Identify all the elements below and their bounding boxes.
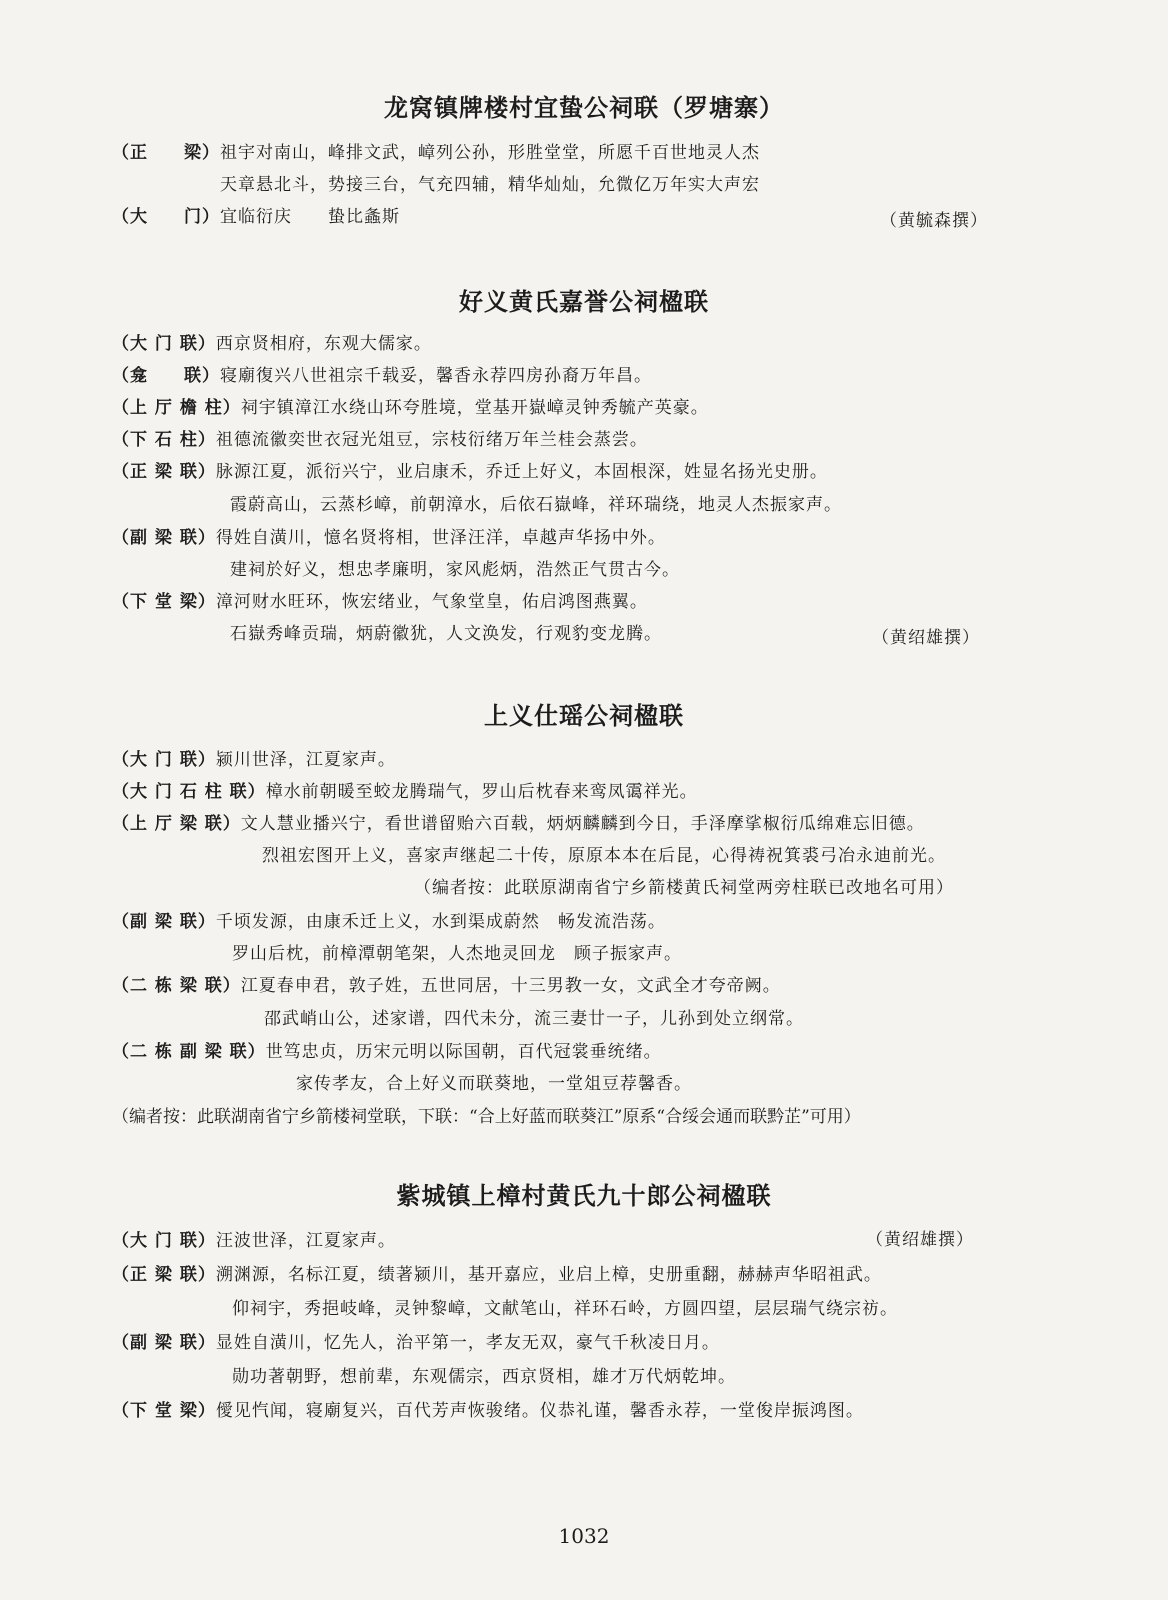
couplet-text: 樟水前朝暖至蛟龙腾瑞气，罗山后枕春来鸾凤霭祥光。 xyxy=(265,782,698,802)
couplet-line xyxy=(112,1332,720,1354)
couplet-label: （下 堂 梁） xyxy=(112,592,216,612)
couplet-line xyxy=(112,527,666,549)
couplet-line xyxy=(112,333,432,355)
page-number: 1032 xyxy=(558,1524,610,1548)
couplet-text: 家传孝友，合上好义而联葵地，一堂俎豆荐馨香。 xyxy=(296,1074,692,1094)
couplet-line xyxy=(230,494,842,516)
couplet-label: （大 门 联） xyxy=(112,750,216,770)
couplet-text: 脉源江夏，派衍兴宁，业启康禾，乔迁上好义，本固根深，姓显名扬光史册。 xyxy=(215,462,828,482)
couplet-line xyxy=(112,142,760,164)
editor-note xyxy=(414,877,954,899)
couplet-text: 石嶽秀峰贡瑞，炳蔚徽犹，人文涣发，行观豹变龙腾。 xyxy=(230,624,662,644)
couplet-line xyxy=(112,1400,864,1422)
couplet-label: （大 门 联） xyxy=(112,1231,216,1251)
couplet-text: 江夏春申君，敦子姓，五世同居，十三男教一女，文武全才夸帝阙。 xyxy=(240,976,781,996)
section-title: 龙窝镇牌楼村宜蛰公祠联（罗塘寨） xyxy=(384,94,784,122)
couplet-label: （大 门） xyxy=(112,207,220,227)
couplet-line xyxy=(230,623,662,645)
couplet-text: 天章悬北斗，势接三台，气充四辅，精华灿灿，允微亿万年实大声宏 xyxy=(220,175,760,195)
couplet-line xyxy=(112,975,781,997)
couplet-line xyxy=(112,813,925,835)
couplet-text: 霞蔚高山，云蒸杉嶂，前朝漳水，后依石嶽峰，祥环瑞绕，地灵人杰振家声。 xyxy=(230,495,842,515)
couplet-line xyxy=(232,943,682,965)
couplet-text: 祖宇对南山，峰排文武，嶂列公孙，形胜堂堂，所愿千百世地灵人杰 xyxy=(220,143,760,163)
couplet-text: 汪波世泽，江夏家声。 xyxy=(215,1231,396,1251)
couplet-text: 西京贤相府，东观大儒家。 xyxy=(215,334,432,354)
couplet-line xyxy=(262,845,946,867)
couplet-line xyxy=(232,1366,736,1388)
couplet-text: 溯渊源，名标江夏，绩著颍川，基开嘉应，业启上樟，史册重翻，赫赫声华昭祖武。 xyxy=(215,1265,882,1285)
couplet-line xyxy=(112,591,648,613)
couplet-label: （下 石 柱） xyxy=(112,430,216,450)
editor-note-text: （编者按：此联原湖南省宁乡箭楼黄氏祠堂两旁柱联已改地名可用） xyxy=(414,878,954,898)
couplet-label: （正 梁 联） xyxy=(112,462,216,482)
couplet-text: 文人慧业播兴宁，看世谱留贻六百载，炳炳麟麟到今日，手泽摩挲椒衍瓜绵难忘旧德。 xyxy=(240,814,925,834)
couplet-line xyxy=(112,397,709,419)
couplet-label: （龛 联） xyxy=(112,366,220,386)
couplet-label: （副 梁 联） xyxy=(112,528,216,548)
couplet-label: （上 厅 梁 联） xyxy=(112,814,241,834)
couplet-line xyxy=(112,429,648,451)
couplet-text: 仰祠宇，秀挹岐峰，灵钟黎嶂，文献笔山，祥环石岭，方圆四望，层层瑞气绕宗祊。 xyxy=(232,1299,898,1319)
editor-note-text: （编者按：此联湖南省宁乡箭楼祠堂联，下联：“合上好蓝而联葵江”原系“合绥会通而联黔芷”可用） xyxy=(112,1107,861,1127)
couplet-line xyxy=(112,461,828,483)
section-title: 紫城镇上樟村黄氏九十郎公祠楹联 xyxy=(396,1182,772,1210)
couplet-label: （二 栋 梁 联） xyxy=(112,976,241,996)
couplet-text: 勋功著朝野，想前辈，东观儒宗，西京贤相，雄才万代炳乾坤。 xyxy=(232,1367,736,1387)
couplet-text: 建祠於好义，想忠孝廉明，家风彪炳，浩然正气贯古今。 xyxy=(230,560,680,580)
couplet-line xyxy=(230,559,680,581)
couplet-label: （正 梁） xyxy=(112,143,220,163)
couplet-line xyxy=(112,1230,396,1252)
attribution: （黄毓森撰） xyxy=(880,211,988,231)
couplet-text: 烈祖宏图开上义，喜家声继起二十传，原原本本在后昆，心得祷祝箕裘弓冶永迪前光。 xyxy=(262,846,946,866)
couplet-line xyxy=(112,1264,882,1286)
couplet-line xyxy=(112,206,400,228)
couplet-line xyxy=(264,1008,804,1030)
couplet-text: 僾见忾闻，寝廟复兴，百代芳声恢骏绪。仪恭礼谨，馨香永荐，一堂俊岸振鸿图。 xyxy=(215,1401,864,1421)
couplet-text: 得姓自潢川，憶名贤将相，世泽汪洋，卓越声华扬中外。 xyxy=(215,528,666,548)
couplet-label: （副 梁 联） xyxy=(112,1333,216,1353)
couplet-text: 漳河财水旺环，恢宏绪业，气象堂皇，佑启鸿图燕翼。 xyxy=(215,592,648,612)
couplet-label: （二 栋 副 梁 联） xyxy=(112,1042,266,1062)
couplet-text: 罗山后枕，前樟潭朝笔架，人杰地灵回龙 顾子振家声。 xyxy=(232,944,682,964)
couplet-label: （上 厅 檐 柱） xyxy=(112,398,241,418)
couplet-text: 世笃忠贞，历宋元明以际国朝，百代冠裳垂统绪。 xyxy=(265,1042,662,1062)
couplet-text: 寝廟復兴八世祖宗千载妥，馨香永荐四房孙裔万年昌。 xyxy=(220,366,652,386)
couplet-line xyxy=(112,781,698,803)
attribution: （黄绍雄撰） xyxy=(872,628,980,648)
couplet-label: （大 门 联） xyxy=(112,334,216,354)
couplet-text: 千顷发源，由康禾迁上义，水到渠成蔚然 畅发流浩荡。 xyxy=(215,912,666,932)
couplet-line xyxy=(112,1041,662,1063)
couplet-text: 邵武峭山公，述家谱，四代未分，流三妻廿一子，儿孙到处立纲常。 xyxy=(264,1009,804,1029)
couplet-label: （正 梁 联） xyxy=(112,1265,216,1285)
editor-note xyxy=(112,1106,861,1128)
section-title: 上义仕瑶公祠楹联 xyxy=(484,702,684,730)
couplet-label: （副 梁 联） xyxy=(112,912,216,932)
couplet-line xyxy=(112,911,666,933)
couplet-line xyxy=(112,749,396,771)
couplet-label: （大 门 石 柱 联） xyxy=(112,782,266,802)
couplet-text: 祖德流徽奕世衣冠光俎豆，宗枝衍绪万年兰桂会蒸尝。 xyxy=(215,430,648,450)
couplet-line xyxy=(112,365,652,387)
section-title: 好义黄氏嘉誉公祠楹联 xyxy=(459,288,709,316)
couplet-label: （下 堂 梁） xyxy=(112,1401,216,1421)
couplet-text: 宜临衍庆 蛰比螽斯 xyxy=(220,207,400,227)
couplet-text: 显姓自潢川，忆先人，治平第一，孝友无双，豪气千秋凌日月。 xyxy=(215,1333,720,1353)
couplet-line xyxy=(296,1073,692,1095)
couplet-text: 颍川世泽，江夏家声。 xyxy=(215,750,396,770)
couplet-text: 祠宇镇漳江水绕山环夸胜境，堂基开嶽嶂灵钟秀毓产英豪。 xyxy=(240,398,709,418)
couplet-line xyxy=(232,1298,898,1320)
couplet-line xyxy=(220,174,760,196)
attribution: （黄绍雄撰） xyxy=(866,1230,974,1250)
